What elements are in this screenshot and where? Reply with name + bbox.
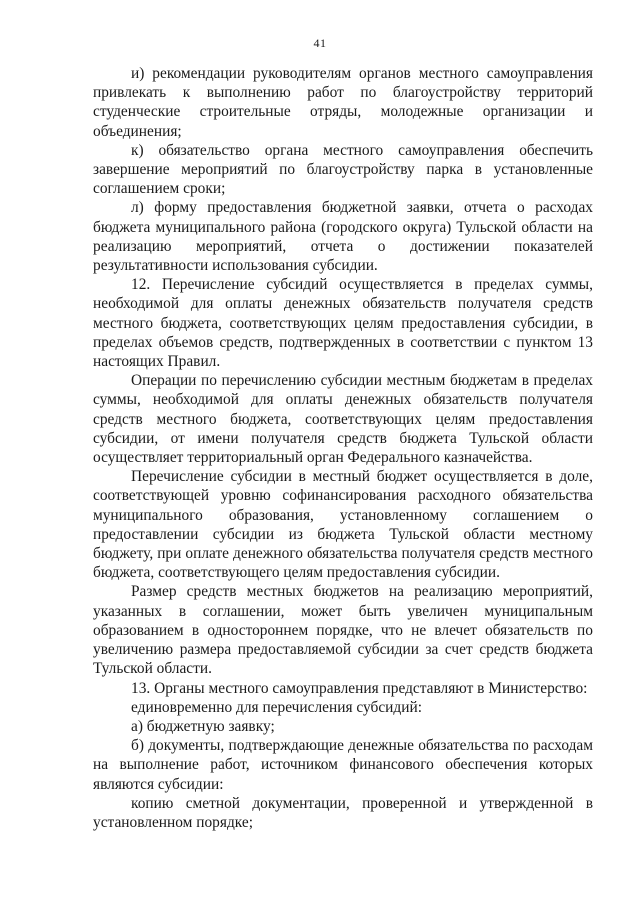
page-number: 41: [313, 36, 327, 50]
paragraph-transfer-share: Перечисление субсидии в местный бюджет осуществляется в доле, соответствующей уровню софинансирования расходного обязательства муниципального образования, установленному соглашением о предоставлении субсидии из бюджета Тульской области местному бюджету, при оплате денежного обязательства получателя средств местного бюджета, соответствующего целям предоставления субсидии.: [93, 468, 593, 582]
paragraph-item-b: б) документы, подтверждающие денежные обязательства по расходам на выполнение работ, источником финансового обеспечения которых являются субсидии:: [93, 737, 593, 793]
paragraph-item-l: л) форму предоставления бюджетной заявки, отчета о расходах бюджета муниципального района (городского округа) Тульской области на реализацию мероприятий, отчета о достижении показателей результативности использования субсидии.: [93, 199, 593, 275]
paragraph-one-time: единовременно для перечисления субсидий:: [131, 698, 422, 716]
paragraph-item-k: к) обязательство органа местного самоуправления обеспечить завершение мероприятий по благоустройству парка в установленные соглашением сроки;: [93, 141, 593, 198]
paragraph-item-i: и) рекомендации руководителям органов местного самоуправления привлекать к выполнению работ по благоустройству территорий студенческие строительные отряды, молодежные организации и объединения;: [93, 65, 593, 140]
paragraph-local-budget-size: Размер средств местных бюджетов на реализацию мероприятий, указанных в соглашении, может быть увеличен муниципальным образованием в одностороннем порядке, что не влечет обязательств по увеличению размера предоставляемой субсидии за счет средств бюджета Тульской области.: [93, 583, 593, 678]
paragraph-transfer-operations: Операции по перечислению субсидии местным бюджетам в пределах суммы, необходимой для оплаты денежных обязательств получателя средств местного бюджета, соответствующих целям предоставления субсидии, от имени получателя средств бюджета Тульской области осуществляет территориальный орган Федерального казначейства.: [93, 372, 593, 467]
paragraph-estimate-copy: копию сметной документации, проверенной и утвержденной в установленном порядке;: [93, 794, 593, 831]
paragraph-section-12: 12. Перечисление субсидий осуществляется в пределах суммы, необходимой для оплаты денежных обязательств получателя средств местного бюджета, соответствующих целям предоставления субсидии, в пределах объемов средств, подтвержденных в соответствии с пунктом 13 настоящих Правил.: [93, 276, 593, 371]
paragraph-item-a: а) бюджетную заявку;: [131, 717, 275, 735]
document-body: [93, 64, 593, 832]
paragraph-section-13: 13. Органы местного самоуправления представляют в Министерство:: [131, 679, 588, 697]
